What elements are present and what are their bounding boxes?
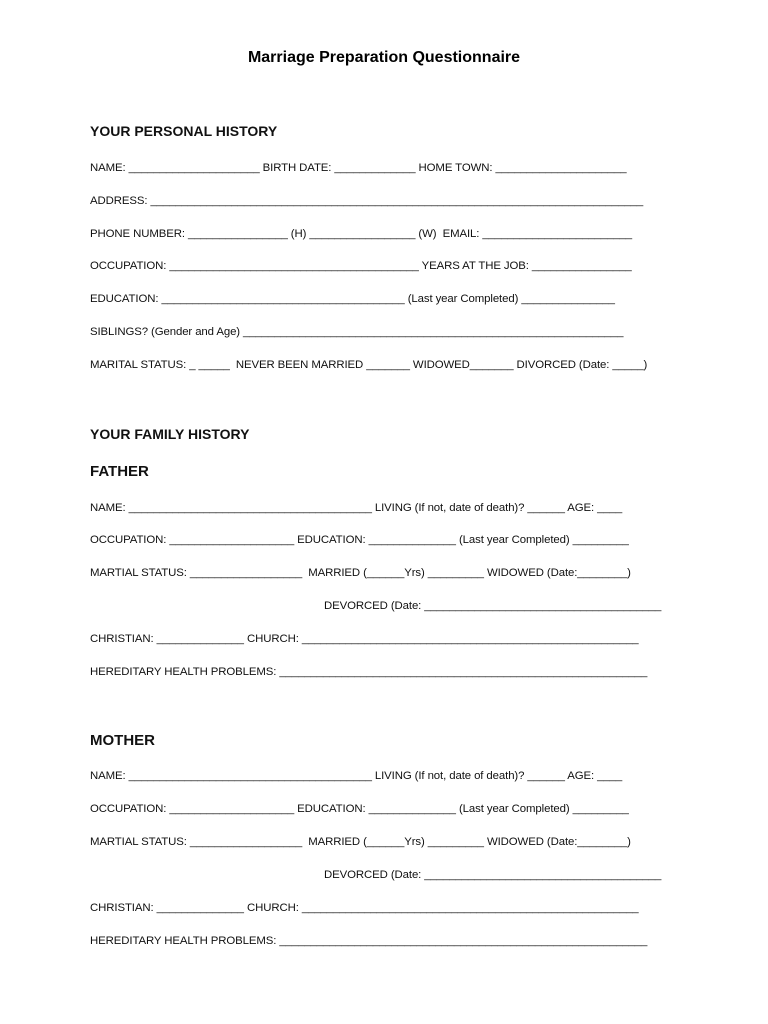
personal-occupation-line[interactable]: OCCUPATION: ________________________________________ YEARS AT THE JOB: ________________ [90,260,632,272]
father-divorced-line[interactable]: DEVORCED (Date: ______________________________________ [324,600,662,612]
father-heading: FATHER [90,463,149,480]
mother-name-line[interactable]: NAME: _______________________________________ LIVING (If not, date of death)? ______ AGE: ____ [90,770,623,782]
personal-name-line[interactable]: NAME: _____________________ BIRTH DATE: _____________ HOME TOWN: _____________________ [90,162,627,174]
personal-marital-status-line[interactable]: MARITAL STATUS: _ _____ NEVER BEEN MARRIED _______ WIDOWED_______ DIVORCED (Date: _____) [90,359,648,371]
father-occupation-line[interactable]: OCCUPATION: ____________________ EDUCATION: ______________ (Last year Completed) _________ [90,534,629,546]
mother-heading: MOTHER [90,732,155,749]
father-health-problems-line[interactable]: HEREDITARY HEALTH PROBLEMS: ___________________________________________________________ [90,666,648,678]
father-marital-status-line[interactable]: MARTIAL STATUS: __________________ MARRIED (______Yrs) _________ WIDOWED (Date:________) [90,567,631,579]
mother-marital-status-line[interactable]: MARTIAL STATUS: __________________ MARRIED (______Yrs) _________ WIDOWED (Date:________) [90,836,631,848]
father-name-line[interactable]: NAME: _______________________________________ LIVING (If not, date of death)? ______ AGE: ____ [90,502,623,514]
document-title: Marriage Preparation Questionnaire [247,49,521,66]
mother-christian-church-line[interactable]: CHRISTIAN: ______________ CHURCH: ______________________________________________________ [90,902,639,914]
personal-education-line[interactable]: EDUCATION: _______________________________________ (Last year Completed) _______________ [90,293,615,305]
mother-health-problems-line[interactable]: HEREDITARY HEALTH PROBLEMS: ___________________________________________________________ [90,935,648,947]
personal-siblings-line[interactable]: SIBLINGS? (Gender and Age) _____________________________________________________________ [90,326,624,338]
personal-history-heading: YOUR PERSONAL HISTORY [90,123,278,139]
family-history-heading: YOUR FAMILY HISTORY [90,426,250,442]
father-christian-church-line[interactable]: CHRISTIAN: ______________ CHURCH: ______________________________________________________ [90,633,639,645]
personal-phone-line[interactable]: PHONE NUMBER: ________________ (H) _________________ (W) EMAIL: ________________________ [90,228,633,240]
mother-divorced-line[interactable]: DEVORCED (Date: ______________________________________ [324,869,662,881]
personal-address-line[interactable]: ADDRESS: _______________________________________________________________________________ [90,195,644,207]
mother-occupation-line[interactable]: OCCUPATION: ____________________ EDUCATION: ______________ (Last year Completed) _________ [90,803,629,815]
